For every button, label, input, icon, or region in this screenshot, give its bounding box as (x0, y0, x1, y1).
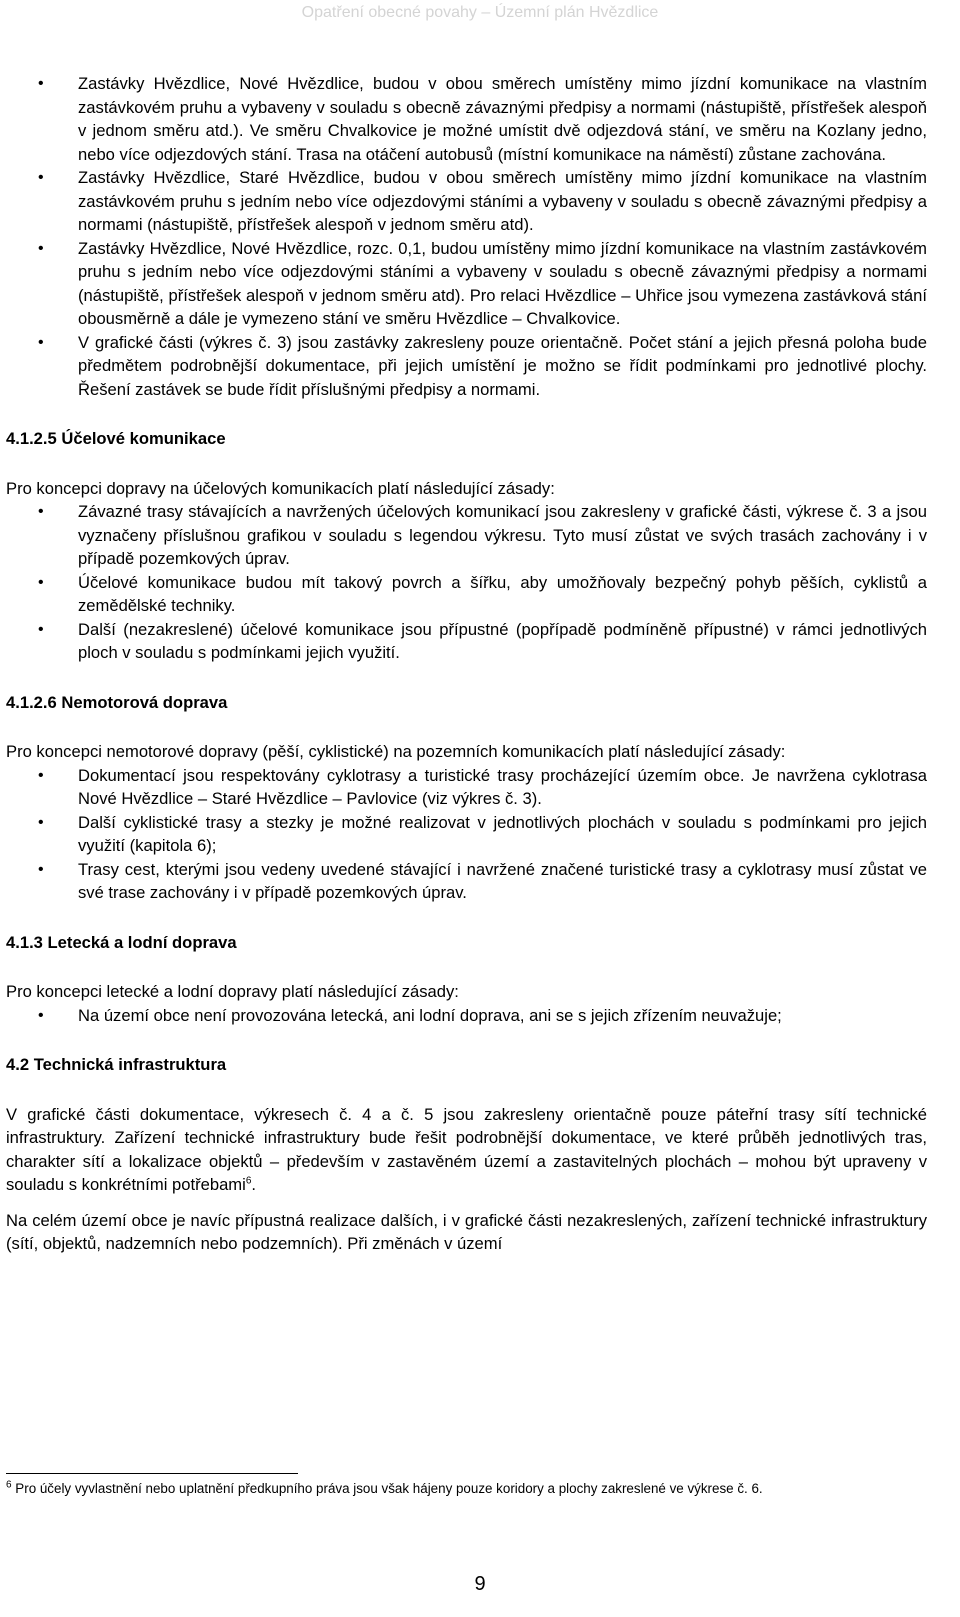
list-item: • Další cyklistické trasy a stezky je možné realizovat v jednotlivých plochách v souladu s podmínkami pro jejich využití (kapitola 6); (6, 811, 927, 858)
list-item: • Zastávky Hvězdlice, Nové Hvězdlice, budou v obou směrech umístěny mimo jízdní komunikace na vlastním zastávkovém pruhu a vybaveny v souladu s obecně závaznými předpisy a normami (nástupiště, přístřešek alespoň v jednom směru atd.). Ve směru Chvalkovice je možné umístit dvě odjezdová stání, ve směru na Kozlany jedno, nebo více odjezdových stání. Trasa na otáčení autobusů (místní komunikace na náměstí) zůstane zachována. (6, 72, 927, 166)
list-item: • Na území obce není provozována letecká, ani lodní doprava, ani se s jejich zřízením neuvažuje; (6, 1004, 927, 1028)
list-item: • Zastávky Hvězdlice, Nové Hvězdlice, rozc. 0,1, budou umístěny mimo jízdní komunikace na vlastním zastávkovém pruhu s jedním nebo více odjezdovými stáními a vybaveny v souladu s obecně závaznými předpisy a normami (nástupiště, přístřešek alespoň v jednom směru atd). Pro relaci Hvězdlice – Uhřice jsou vymezena zastávková stání obousměrně a dále je vymezeno stání ve směru Hvězdlice – Chvalkovice. (6, 237, 927, 331)
document-body (6, 72, 927, 1256)
footnote: $^6$ Pro účely vyvlastnění nebo uplatnění předkupního práva jsou však hájeny pouze koridory a plochy zakreslené ve výkrese č. 6. (6, 1479, 763, 1496)
section-heading-4125: 4.1.2.5 Účelové komunikace (6, 429, 226, 448)
purpose-roads-list (6, 500, 927, 665)
section-heading-413: 4.1.3 Letecká a lodní doprava (6, 932, 237, 952)
technical-infrastructure-paragraph: V grafické části dokumentace, výkresech č. 4 a č. 5 jsou zakresleny orientačně pouze páteřní trasy sítí technické infrastruktury. Zařízení technické infrastruktury bude řešit podrobnější dokumentace, ve které průběh jednotlivých tras, charakter sítí a lokalizace objektů – především v zastavěném území a zastavitelných plochách – mohou být upraveny v souladu s konkrétními potřebami$^6$. (6, 1104, 927, 1194)
list-item: • Závazné trasy stávajících a navržených účelových komunikací jsou zakresleny v grafické části, výkrese č. 3 a jsou vyznačeny příslušnou grafikou v souladu s legendou výkresu. Tyto musí zůstat ve svých trasách zachovány i v případě pozemkových úprav. (6, 500, 927, 571)
list-item: • Zastávky Hvězdlice, Staré Hvězdlice, budou v obou směrech umístěny mimo jízdní komunikace na vlastním zastávkovém pruhu s jedním nebo více odjezdovými stáními a vybaveny v souladu s obecně závaznými předpisy a normami (nástupiště, přístřešek alespoň v jednom směru atd). (6, 166, 927, 237)
list-item: • V grafické části (výkres č. 3) jsou zastávky zakresleny pouze orientačně. Počet stání a jejich přesná poloha bude předmětem podrobnější dokumentace, při jejich umístění je možno se řídit podmínkami pro jednotlivé plochy. Řešení zastávek se bude řídit příslušnými předpisy a normami. (6, 331, 927, 402)
section-intro: Pro koncepci nemotorové dopravy (pěší, cyklistické) na pozemních komunikacích platí následující zásady: (6, 742, 786, 761)
footnote-separator (6, 1473, 298, 1474)
air-water-transport-list (6, 1004, 927, 1028)
non-motor-transport-list (6, 764, 927, 905)
section-intro: Pro koncepci dopravy na účelových komunikacích platí následující zásady: (6, 478, 555, 498)
section-heading-4126: 4.1.2.6 Nemotorová doprava (6, 692, 228, 712)
list-item: • Další (nezakreslené) účelové komunikace jsou přípustné (popřípadě podmíněně přípustné) v rámci jednotlivých ploch v souladu s podmínkami jejich využití. (6, 618, 927, 665)
page-number: 9 (474, 1573, 486, 1595)
list-item: • Účelové komunikace budou mít takový povrch a šířku, aby umožňovaly bezpečný pohyb pěších, cyklistů a zemědělské techniky. (6, 571, 927, 618)
list-item: • Dokumentací jsou respektovány cyklotrasy a turistické trasy procházející územím obce. Je navržena cyklotrasa Nové Hvězdlice – Staré Hvězdlice – Pavlovice (viz výkres č. 3). (6, 764, 927, 811)
section-heading-42: 4.2 Technická infrastruktura (6, 1055, 227, 1074)
bus-stop-list (6, 72, 927, 401)
page-header: Opatření obecné povahy – Územní plán Hvězdlice (301, 4, 659, 21)
technical-infrastructure-paragraph: Na celém území obce je navíc přípustná realizace dalších, i v grafické části nezakreslených, zařízení technické infrastruktury (sítí, objektů, nadzemních nebo podzemních). Při změnách v území (6, 1210, 927, 1253)
list-item: • Trasy cest, kterými jsou vedeny uvedené stávající i navržené značené turistické trasy a cyklotrasy musí zůstat ve své trase zachovány i v případě pozemkových úprav. (6, 858, 927, 905)
section-intro: Pro koncepci letecké a lodní dopravy platí následující zásady: (6, 982, 459, 1001)
footnote-reference: 6 (245, 1175, 252, 1187)
